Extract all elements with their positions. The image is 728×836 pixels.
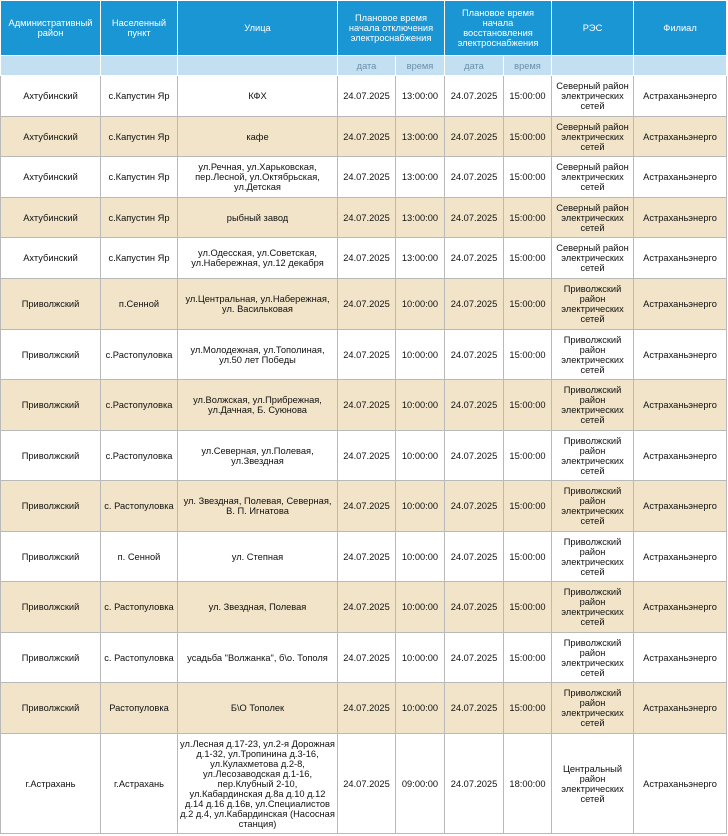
cell-on-time: 15:00:00 [504,238,552,279]
cell-on-date: 24.07.2025 [445,380,504,431]
cell-off-date: 24.07.2025 [338,279,396,330]
cell-branch: Астраханьэнерго [634,734,727,834]
cell-off-time: 10:00:00 [396,683,445,734]
cell-res: Центральный район электрических сетей [552,734,634,834]
cell-res: Приволжский район электрических сетей [552,481,634,532]
cell-branch: Астраханьэнерго [634,117,727,157]
cell-on-date: 24.07.2025 [445,157,504,198]
cell-off-time: 10:00:00 [396,481,445,532]
cell-on-date: 24.07.2025 [445,431,504,481]
cell-off-time: 13:00:00 [396,157,445,198]
cell-off-date: 24.07.2025 [338,633,396,683]
cell-street: ул.Северная, ул.Полевая, ул.Звездная [178,431,338,481]
cell-off-time: 13:00:00 [396,117,445,157]
cell-settlement: с.Капустин Яр [101,76,178,117]
cell-street: ул.Центральная, ул.Набережная, ул. Васильковая [178,279,338,330]
cell-settlement: г.Астрахань [101,734,178,834]
cell-res: Приволжский район электрических сетей [552,532,634,582]
cell-settlement: с. Растопуловка [101,481,178,532]
cell-res: Приволжский район электрических сетей [552,279,634,330]
cell-settlement: с.Капустин Яр [101,157,178,198]
table-row [1,279,727,330]
cell-district: Приволжский [1,532,101,582]
cell-district: Ахтубинский [1,157,101,198]
cell-settlement: с.Капустин Яр [101,117,178,157]
cell-on-date: 24.07.2025 [445,198,504,238]
table-row [1,431,727,481]
cell-off-time: 13:00:00 [396,238,445,279]
cell-branch: Астраханьэнерго [634,157,727,198]
cell-res: Северный район электрических сетей [552,198,634,238]
cell-street: ул.Лесная д.17-23, ул.2-я Дорожная д.1-32, ул.Тропинина д.3-16, ул.Кулахметова д.2-8, ул.Лесозаводская д.1-16, пер.Клубный 2-10, ул.Кабардинская д.8а д.10 д.12 д.14 д.16 д.16в, ул.Специалистов д.2 д.4, ул.Кабардинская (Насосная станция) [178,734,338,834]
cell-off-time: 10:00:00 [396,582,445,633]
cell-street: ул.Речная, ул.Харьковская, пер.Лесной, ул.Октябрьская, ул.Детская [178,157,338,198]
cell-on-date: 24.07.2025 [445,330,504,380]
cell-settlement: п. Сенной [101,532,178,582]
table-row [1,117,727,157]
table-row [1,683,727,734]
cell-res: Приволжский район электрических сетей [552,330,634,380]
cell-district: Ахтубинский [1,238,101,279]
cell-street: Б\О Тополек [178,683,338,734]
table-row [1,380,727,431]
subheader-off-time: время [396,56,445,76]
table-row [1,238,727,279]
cell-off-date: 24.07.2025 [338,582,396,633]
cell-street: кафе [178,117,338,157]
cell-on-time: 15:00:00 [504,279,552,330]
cell-on-time: 15:00:00 [504,431,552,481]
cell-district: Приволжский [1,582,101,633]
cell-off-date: 24.07.2025 [338,380,396,431]
table-row [1,532,727,582]
cell-branch: Астраханьэнерго [634,198,727,238]
cell-on-date: 24.07.2025 [445,117,504,157]
table-row [1,582,727,633]
cell-off-time: 10:00:00 [396,633,445,683]
cell-branch: Астраханьэнерго [634,683,727,734]
table-row [1,734,727,834]
cell-res: Северный район электрических сетей [552,157,634,198]
cell-on-date: 24.07.2025 [445,582,504,633]
cell-off-date: 24.07.2025 [338,683,396,734]
cell-off-time: 10:00:00 [396,532,445,582]
cell-on-date: 24.07.2025 [445,532,504,582]
cell-off-date: 24.07.2025 [338,734,396,834]
cell-settlement: с. Растопуловка [101,582,178,633]
cell-street: ул. Звездная, Полевая [178,582,338,633]
cell-district: Ахтубинский [1,117,101,157]
cell-street: рыбный завод [178,198,338,238]
cell-branch: Астраханьэнерго [634,431,727,481]
table-row [1,157,727,198]
cell-branch: Астраханьэнерго [634,330,727,380]
cell-settlement: с.Капустин Яр [101,238,178,279]
cell-street: ул. Степная [178,532,338,582]
cell-res: Приволжский район электрических сетей [552,683,634,734]
cell-branch: Астраханьэнерго [634,279,727,330]
header-street: Улица [178,1,338,56]
cell-settlement: с.Растопуловка [101,380,178,431]
cell-off-time: 10:00:00 [396,330,445,380]
table-row [1,330,727,380]
cell-res: Северный район электрических сетей [552,117,634,157]
cell-on-date: 24.07.2025 [445,481,504,532]
cell-district: Приволжский [1,330,101,380]
cell-off-date: 24.07.2025 [338,157,396,198]
header-row [1,1,727,56]
cell-on-time: 15:00:00 [504,330,552,380]
header-restore-time: Плановое время начала восстановления электроснабжения [445,1,552,56]
cell-district: Ахтубинский [1,198,101,238]
cell-off-date: 24.07.2025 [338,198,396,238]
cell-on-time: 15:00:00 [504,633,552,683]
cell-res: Северный район электрических сетей [552,238,634,279]
subheader-off-date: дата [338,56,396,76]
cell-branch: Астраханьэнерго [634,76,727,117]
cell-on-time: 15:00:00 [504,481,552,532]
cell-street: усадьба "Волжанка", б\о. Тополя [178,633,338,683]
cell-district: Приволжский [1,431,101,481]
cell-off-time: 09:00:00 [396,734,445,834]
header-district: Административный район [1,1,101,56]
subheader-row [1,56,727,76]
cell-on-time: 15:00:00 [504,683,552,734]
cell-on-time: 15:00:00 [504,198,552,238]
subheader-on-date: дата [445,56,504,76]
header-res: РЭС [552,1,634,56]
cell-off-date: 24.07.2025 [338,481,396,532]
cell-off-date: 24.07.2025 [338,431,396,481]
cell-settlement: с.Растопуловка [101,431,178,481]
cell-res: Приволжский район электрических сетей [552,431,634,481]
table-row [1,633,727,683]
cell-res: Северный район электрических сетей [552,76,634,117]
cell-district: Приволжский [1,279,101,330]
cell-settlement: с.Растопуловка [101,330,178,380]
cell-branch: Астраханьэнерго [634,532,727,582]
cell-settlement: Растопуловка [101,683,178,734]
cell-on-time: 15:00:00 [504,532,552,582]
cell-off-date: 24.07.2025 [338,532,396,582]
cell-off-time: 13:00:00 [396,198,445,238]
cell-district: Приволжский [1,380,101,431]
subheader-on-time: время [504,56,552,76]
cell-branch: Астраханьэнерго [634,582,727,633]
cell-off-time: 10:00:00 [396,279,445,330]
cell-off-date: 24.07.2025 [338,330,396,380]
cell-on-date: 24.07.2025 [445,238,504,279]
cell-branch: Астраханьэнерго [634,633,727,683]
cell-on-time: 15:00:00 [504,157,552,198]
cell-on-date: 24.07.2025 [445,76,504,117]
cell-on-date: 24.07.2025 [445,734,504,834]
cell-off-date: 24.07.2025 [338,238,396,279]
cell-district: Приволжский [1,633,101,683]
cell-settlement: с. Растопуловка [101,633,178,683]
cell-on-time: 15:00:00 [504,117,552,157]
table-row [1,76,727,117]
header-branch: Филиал [634,1,727,56]
cell-settlement: с.Капустин Яр [101,198,178,238]
table-row [1,481,727,532]
cell-district: г.Астрахань [1,734,101,834]
cell-district: Ахтубинский [1,76,101,117]
cell-street: ул. Звездная, Полевая, Северная, В. П. Игнатова [178,481,338,532]
cell-on-time: 18:00:00 [504,734,552,834]
table-row [1,198,727,238]
cell-on-date: 24.07.2025 [445,633,504,683]
header-settlement: Населенный пункт [101,1,178,56]
cell-res: Приволжский район электрических сетей [552,633,634,683]
cell-street: ул.Одесская, ул.Советская, ул.Набережная, ул.12 декабря [178,238,338,279]
cell-branch: Астраханьэнерго [634,238,727,279]
cell-branch: Астраханьэнерго [634,380,727,431]
cell-district: Приволжский [1,481,101,532]
subheader-empty [1,56,101,76]
subheader-empty [552,56,634,76]
cell-off-date: 24.07.2025 [338,117,396,157]
cell-res: Приволжский район электрических сетей [552,380,634,431]
cell-on-time: 15:00:00 [504,582,552,633]
cell-district: Приволжский [1,683,101,734]
subheader-empty [101,56,178,76]
cell-res: Приволжский район электрических сетей [552,582,634,633]
cell-on-time: 15:00:00 [504,76,552,117]
cell-off-time: 10:00:00 [396,380,445,431]
cell-street: ул.Молодежная, ул.Тополиная, ул.50 лет Победы [178,330,338,380]
cell-street: ул.Волжская, ул.Прибрежная, ул.Дачная, Б. Суюнова [178,380,338,431]
cell-off-time: 13:00:00 [396,76,445,117]
cell-off-time: 10:00:00 [396,431,445,481]
cell-street: КФХ [178,76,338,117]
cell-on-date: 24.07.2025 [445,279,504,330]
subheader-empty [634,56,727,76]
subheader-empty [178,56,338,76]
cell-on-time: 15:00:00 [504,380,552,431]
cell-off-date: 24.07.2025 [338,76,396,117]
cell-branch: Астраханьэнерго [634,481,727,532]
header-off-time: Плановое время начала отключения электроснабжения [338,1,445,56]
cell-on-date: 24.07.2025 [445,683,504,734]
cell-settlement: п.Сенной [101,279,178,330]
